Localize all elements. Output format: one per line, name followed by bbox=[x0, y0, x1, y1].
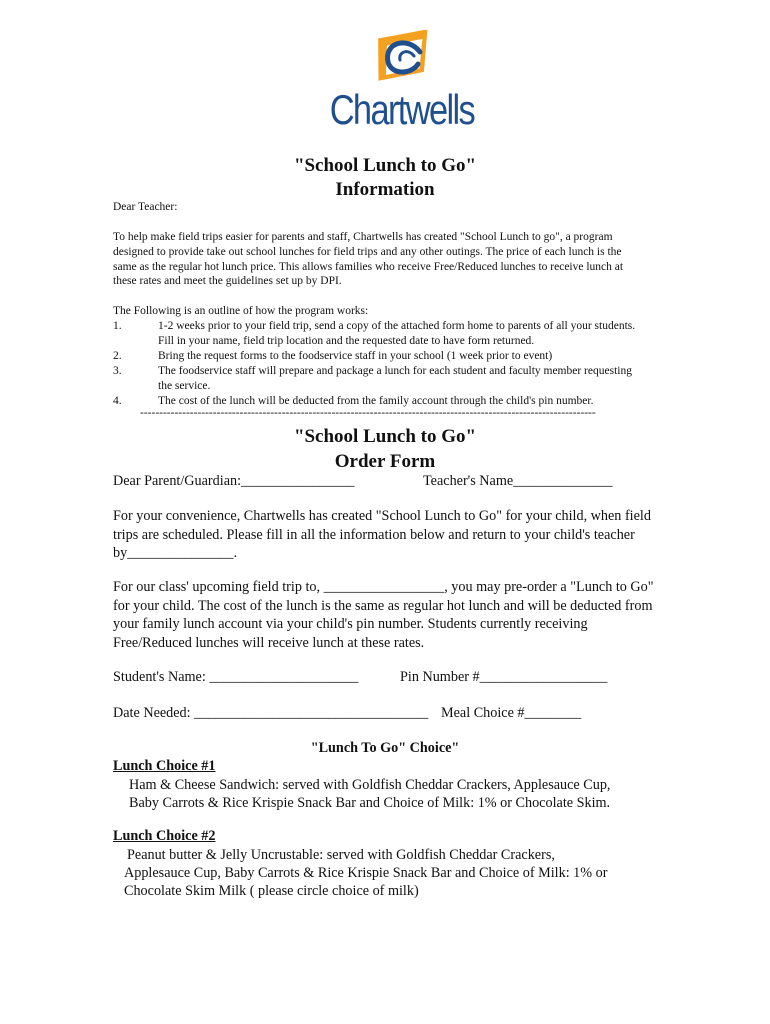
lunch-choice-2-line-1: Peanut butter & Jelly Uncrustable: served with Goldfish Cheddar Crackers, bbox=[127, 847, 555, 863]
meal-choice-field[interactable]: Meal Choice #________ bbox=[441, 705, 582, 721]
step-number: 2. bbox=[113, 350, 122, 362]
section-divider: ----------------------------------------------------------------------------------------------------------------------- bbox=[140, 407, 596, 419]
lunch-choice-2-line-3: Chocolate Skim Milk ( please circle choice of milk) bbox=[124, 883, 419, 899]
lunch-choice-1-heading: Lunch Choice #1 bbox=[113, 758, 216, 774]
step-text: The foodservice staff will prepare and package a lunch for each student and faculty member requesting the service. bbox=[158, 365, 632, 392]
pin-number-field[interactable]: Pin Number #__________________ bbox=[400, 669, 608, 685]
date-needed-field[interactable]: Date Needed: _________________________________ bbox=[113, 705, 429, 721]
teacher-name-field[interactable]: Teacher's Name______________ bbox=[423, 473, 613, 489]
lunch-choice-2-line-2: Applesauce Cup, Baby Carrots & Rice Krispie Snack Bar and Choice of Milk: 1% or bbox=[124, 865, 608, 881]
order-title-line2: Order Form bbox=[334, 451, 436, 472]
step-number: 4. bbox=[113, 395, 122, 407]
info-title-line1: "School Lunch to Go" bbox=[293, 155, 477, 176]
step-number: 1. bbox=[113, 320, 122, 332]
info-title-line2: Information bbox=[335, 179, 435, 200]
lunch-choice-2-heading: Lunch Choice #2 bbox=[113, 828, 216, 844]
step-number: 3. bbox=[113, 365, 122, 377]
step-text: 1-2 weeks prior to your field trip, send a copy of the attached form home to parents of all your students. Fill in your name, field trip location and the requested date to have form returned. bbox=[158, 320, 636, 347]
step-text: The cost of the lunch will be deducted from the family account through the child's pin number. bbox=[158, 395, 594, 407]
order-convenience-paragraph: For your convenience, Chartwells has created "School Lunch to Go" for your child, when field trips are scheduled. Please fill in all the information below and return to your child's teacher by_______________. bbox=[113, 508, 651, 561]
order-title-line1: "School Lunch to Go" bbox=[293, 426, 477, 447]
student-name-field[interactable]: Student's Name: _____________________ bbox=[113, 669, 359, 685]
chartwells-logo bbox=[318, 30, 475, 138]
info-intro-paragraph: To help make field trips easier for parents and staff, Chartwells has created "School Lunch to go", a program designed to provide take out school lunches for field trips and any other outings. The price of each lunch is the same as the regular hot lunch price. This allows families who receive Free/Reduced lunches to receive lunch at these rates and meet the guidelines set up by DPI. bbox=[113, 231, 624, 288]
choice-section-heading: "Lunch To Go" Choice" bbox=[310, 740, 460, 756]
step-text: Bring the request forms to the foodservice staff in your school (1 week prior to event) bbox=[158, 350, 553, 362]
order-fieldtrip-paragraph: For our class' upcoming field trip to, _________________, you may pre-order a "Lunch to Go" for your child. The cost of the lunch is the same as regular hot lunch and will be deducted from your family lunch account via your child's pin number. Students currently receiving Free/Reduced lunches will receive lunch at these rates. bbox=[113, 579, 654, 651]
lunch-choice-1-line-2: Baby Carrots & Rice Krispie Snack Bar and Choice of Milk: 1% or Chocolate Skim. bbox=[129, 795, 611, 811]
teacher-salutation: Dear Teacher: bbox=[113, 201, 178, 213]
outline-heading: The Following is an outline of how the program works: bbox=[113, 305, 369, 317]
parent-guardian-field[interactable]: Dear Parent/Guardian:________________ bbox=[113, 473, 355, 489]
logo-wordmark: Chartwells bbox=[329, 86, 475, 133]
lunch-choice-1-line-1: Ham & Cheese Sandwich: served with Goldfish Cheddar Crackers, Applesauce Cup, bbox=[129, 777, 611, 793]
